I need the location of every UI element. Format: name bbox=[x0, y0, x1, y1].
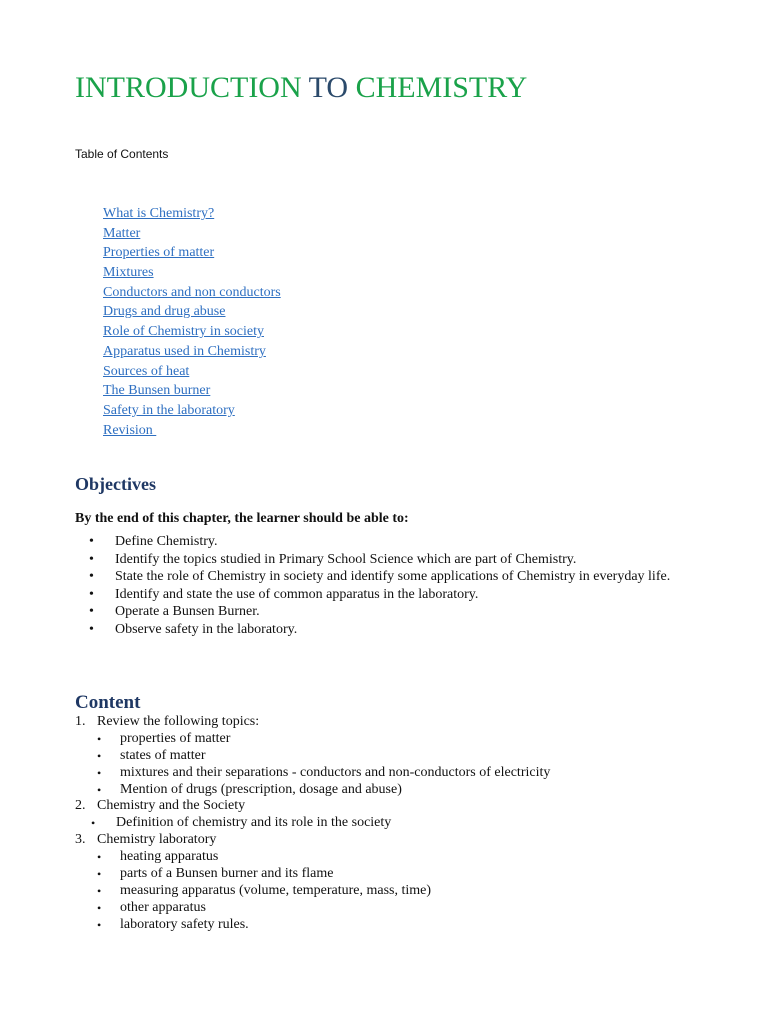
content-item-number: 2. bbox=[75, 798, 86, 814]
content-subitem: • parts of a Bunsen burner and its flame bbox=[75, 866, 695, 883]
toc-item bbox=[103, 263, 281, 283]
document-title bbox=[75, 68, 527, 108]
objectives-intro: By the end of this chapter, the learner should be able to: bbox=[75, 511, 409, 526]
content-item-text: Chemistry laboratory bbox=[97, 832, 217, 848]
toc-item bbox=[103, 204, 281, 224]
content-item-text: Review the following topics: bbox=[97, 714, 260, 729]
content-sub-list bbox=[75, 849, 695, 933]
objective-item: • Identify the topics studied in Primary School Science which are part of Chemistry. bbox=[89, 551, 693, 569]
toc-item bbox=[103, 302, 281, 322]
toc-link-drugs[interactable]: Drugs and drug abuse bbox=[103, 304, 226, 320]
toc-item bbox=[103, 224, 281, 244]
title-word-chemistry: CHEMISTRY bbox=[355, 71, 528, 104]
objective-item: • Observe safety in the laboratory. bbox=[89, 621, 693, 639]
content-subitem: • laboratory safety rules. bbox=[75, 917, 695, 934]
content-heading: Content bbox=[75, 692, 141, 713]
toc-item bbox=[103, 283, 281, 303]
content-subitem: • states of matter bbox=[75, 748, 695, 765]
content-subitem: • properties of matter bbox=[75, 731, 695, 748]
objective-item: • Operate a Bunsen Burner. bbox=[89, 603, 693, 621]
toc-link-safety[interactable]: Safety in the laboratory bbox=[103, 402, 235, 418]
toc-link-revision[interactable]: Revision bbox=[103, 422, 157, 438]
toc-link-properties-of-matter[interactable]: Properties of matter bbox=[103, 245, 215, 261]
title-word-to: TO bbox=[308, 71, 349, 104]
toc-heading: Table of Contents bbox=[75, 147, 169, 161]
content-item-head bbox=[75, 832, 695, 849]
content-sub-list bbox=[75, 815, 695, 832]
content-subitem: • Definition of chemistry and its role in the society bbox=[75, 815, 695, 832]
toc-link-apparatus[interactable]: Apparatus used in Chemistry bbox=[103, 343, 266, 359]
toc-item bbox=[103, 362, 281, 382]
content-item bbox=[75, 832, 695, 933]
content-item-text: Chemistry and the Society bbox=[97, 798, 246, 814]
content-subitem: • other apparatus bbox=[75, 900, 695, 917]
toc-item bbox=[103, 243, 281, 263]
objective-item: • Define Chemistry. bbox=[89, 533, 693, 551]
title-word-introduction: INTRODUCTION bbox=[75, 71, 302, 104]
toc-item bbox=[103, 322, 281, 342]
content-subitem: • Mention of drugs (prescription, dosage and abuse) bbox=[75, 782, 695, 799]
content-item bbox=[75, 714, 695, 798]
content-item bbox=[75, 798, 695, 832]
content-subitem: • measuring apparatus (volume, temperature, mass, time) bbox=[75, 883, 695, 900]
objectives-heading: Objectives bbox=[75, 474, 156, 494]
objective-item: • Identify and state the use of common apparatus in the laboratory. bbox=[89, 586, 693, 604]
content-item-head bbox=[75, 798, 695, 815]
toc-link-role-of-chemistry[interactable]: Role of Chemistry in society bbox=[103, 324, 264, 340]
toc-link-conductors[interactable]: Conductors and non conductors bbox=[103, 284, 281, 300]
toc-item bbox=[103, 401, 281, 421]
toc-link-what-is-chemistry[interactable]: What is Chemistry? bbox=[103, 206, 215, 221]
toc-item bbox=[103, 421, 281, 441]
content-item-number: 3. bbox=[75, 832, 86, 848]
content-sub-list bbox=[75, 731, 695, 799]
toc-link-sources-of-heat[interactable]: Sources of heat bbox=[103, 363, 190, 379]
objective-item: • State the role of Chemistry in society and identify some applications of Chemistry in everyday life. bbox=[89, 568, 693, 586]
toc-list bbox=[103, 204, 281, 440]
toc-link-mixtures[interactable]: Mixtures bbox=[103, 265, 154, 281]
toc-item bbox=[103, 381, 281, 401]
content-item-number: 1. bbox=[75, 714, 86, 729]
content-subitem: • mixtures and their separations - conductors and non-conductors of electricity bbox=[75, 765, 695, 782]
content-item-head bbox=[75, 714, 695, 731]
toc-link-bunsen-burner[interactable]: The Bunsen burner bbox=[103, 383, 211, 399]
content-list bbox=[75, 714, 695, 934]
toc-item bbox=[103, 342, 281, 362]
toc-link-matter[interactable]: Matter bbox=[103, 225, 141, 241]
objectives-list bbox=[89, 533, 693, 638]
content-subitem: • heating apparatus bbox=[75, 849, 695, 866]
